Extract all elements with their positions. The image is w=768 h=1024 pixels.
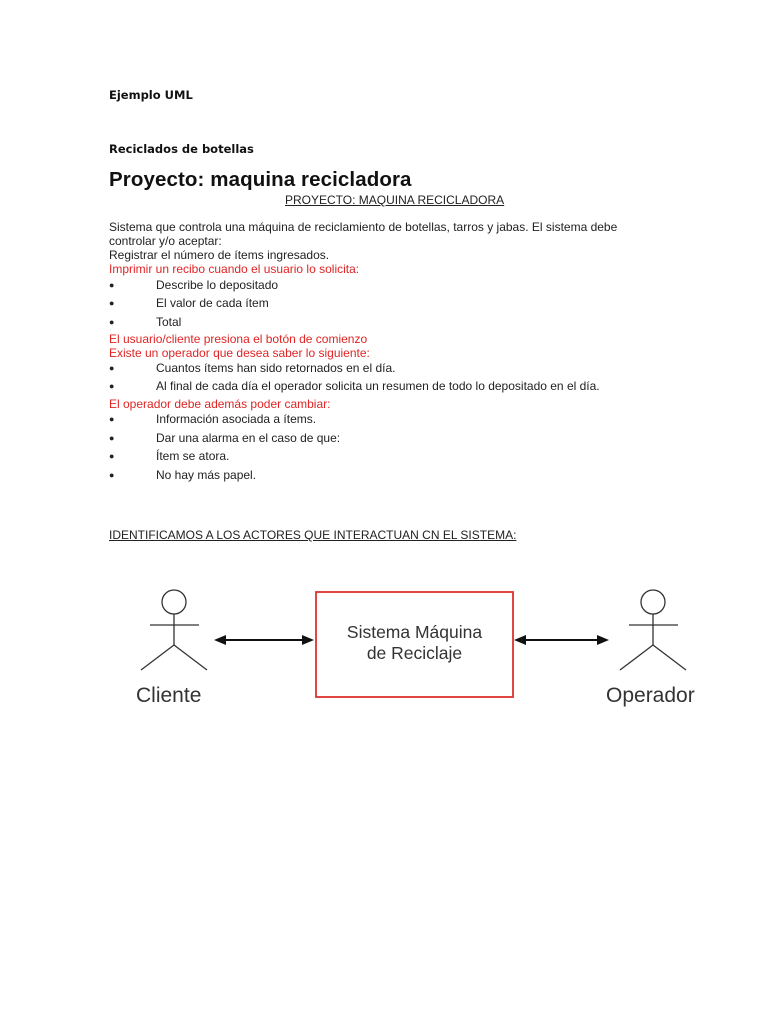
list-item: ● Ítem se atora.	[109, 449, 230, 463]
start-button-note: El usuario/cliente presiona el botón de comienzo	[109, 332, 368, 346]
operator-query: Existe un operador que desea saber lo siguiente:	[109, 346, 370, 360]
actors-heading: IDENTIFICAMOS A LOS ACTORES QUE INTERACTUAN CN EL SISTEMA:	[109, 528, 517, 542]
system-label: Sistema Máquina de Reciclaje	[346, 622, 483, 663]
bullet-icon: ●	[109, 433, 115, 443]
actor-cliente-label: Cliente	[136, 684, 202, 707]
arrow-sistema-operador	[514, 635, 609, 645]
receipt-requirement: Imprimir un recibo cuando el usuario lo solicita:	[109, 262, 360, 276]
bullet-icon: ●	[109, 280, 115, 290]
bullet-icon: ●	[109, 298, 115, 308]
list-item: ● Al final de cada día el operador solicita un resumen de todo lo depositado en el día.	[109, 379, 600, 393]
list-item: ● El valor de cada ítem	[109, 296, 269, 310]
list-item: ● Describe lo depositado	[109, 278, 279, 292]
actor-cliente-icon	[141, 590, 207, 670]
actor-operador-label: Operador	[606, 684, 695, 707]
operator-change-note: El operador debe además poder cambiar:	[109, 397, 331, 411]
bullet-icon: ●	[109, 451, 115, 461]
document-subtitle: Reciclados de botellas	[109, 142, 254, 156]
bullet-icon: ●	[109, 470, 115, 480]
bullet-icon: ●	[109, 363, 115, 373]
intro-line-2: controlar y/o aceptar:	[109, 234, 222, 248]
bullet-icon: ●	[109, 381, 115, 391]
intro-line-3: Registrar el número de ítems ingresados.	[109, 248, 330, 262]
document-title: Ejemplo UML	[109, 88, 193, 102]
list-item: ● Dar una alarma en el caso de que:	[109, 431, 341, 445]
list-item: ● Información asociada a ítems.	[109, 412, 317, 426]
actor-operador-icon	[620, 590, 686, 670]
bullet-icon: ●	[109, 317, 115, 327]
intro-line-1: Sistema que controla una máquina de reciclamiento de botellas, tarros y jabas. El sistema debe	[109, 220, 618, 234]
list-item: ● Cuantos ítems han sido retornados en el día.	[109, 361, 396, 375]
list-item: ● Total	[109, 315, 182, 329]
project-heading: Proyecto: maquina recicladora	[109, 168, 412, 191]
arrow-cliente-sistema	[214, 635, 314, 645]
project-subheading: PROYECTO: MAQUINA RECICLADORA	[285, 193, 505, 207]
list-item: ● No hay más papel.	[109, 468, 257, 482]
bullet-icon: ●	[109, 414, 115, 424]
